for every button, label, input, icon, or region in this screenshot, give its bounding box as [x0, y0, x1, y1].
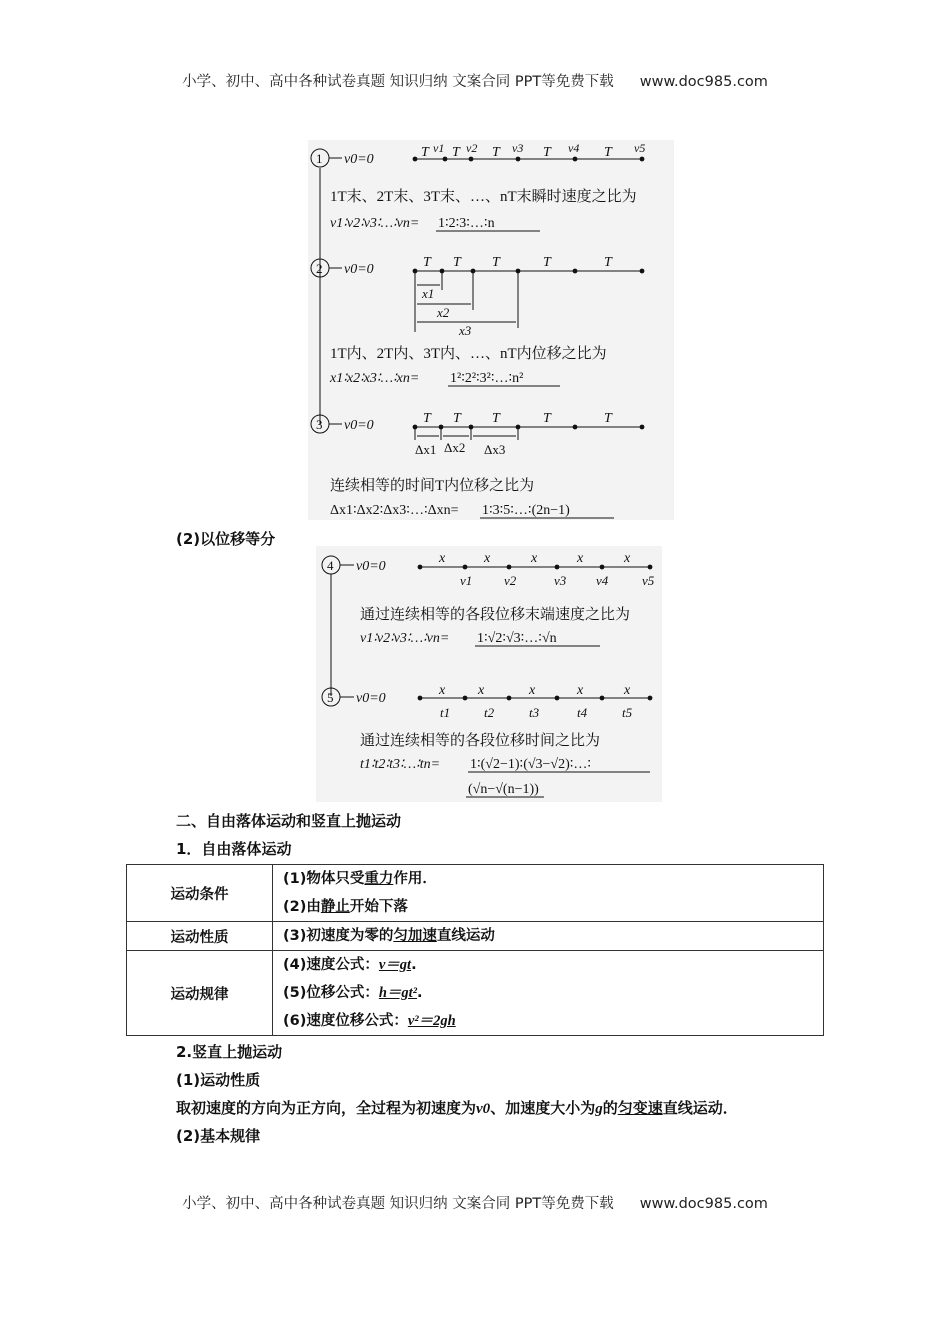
figure-displacement-division: [316, 546, 662, 802]
row1-dot: [443, 157, 448, 162]
row3-T: T: [492, 411, 500, 426]
cond1-answer: 重力: [364, 871, 394, 887]
circle-5-num: 5: [327, 690, 334, 705]
cond1-post: 作用．: [393, 871, 437, 887]
table-row: [127, 951, 824, 1036]
row4-dot: [418, 565, 423, 570]
s5-rhs2: (√n−√(n−1)): [468, 782, 539, 797]
s2-lhs: x1∶x2∶x3∶…∶xn=: [330, 371, 420, 386]
subheading-basic-law: (2)基本规律: [176, 1127, 261, 1145]
row1-dot: [573, 157, 578, 162]
row1-dot: [516, 157, 521, 162]
row4-v4: v4: [596, 573, 609, 588]
row5-t4: t4: [577, 705, 588, 720]
footer-text: 小学、初中、高中各种试卷真题 知识归纳 文案合同 PPT等免费下载: [182, 1196, 614, 1212]
para-answer: 匀变速: [617, 1099, 663, 1117]
law3-pre: (6)速度位移公式：: [283, 1013, 408, 1029]
row3-dot: [640, 425, 645, 430]
s3-lhs: Δx1∶Δx2∶Δx3∶…∶Δxn=: [330, 503, 459, 518]
row4-v3: v3: [554, 573, 567, 588]
subheading-free-fall: 1．自由落体运动: [176, 840, 292, 858]
row5-start: v0=0: [356, 691, 386, 706]
s4-title: 通过连续相等的各段位移末端速度之比为: [360, 607, 631, 623]
para-post: 直线运动．: [662, 1099, 738, 1117]
row1-T: T: [452, 145, 460, 160]
s4-rhs: 1∶√2∶√3∶…∶√n: [477, 631, 557, 646]
law1-answer: v＝gt: [378, 957, 412, 973]
row2-dot: [573, 269, 578, 274]
row1-T: T: [543, 145, 551, 160]
figure-displacement-division-svg: [316, 546, 662, 802]
law1-pre: (4)速度公式：: [283, 957, 379, 973]
label-dx3: Δx3: [484, 442, 506, 457]
page-header: [0, 70, 950, 91]
row3-T: T: [423, 411, 431, 426]
header-text: 小学、初中、高中各种试卷真题 知识归纳 文案合同 PPT等免费下载: [182, 74, 614, 90]
cond-line-1: [283, 865, 823, 893]
row1-T: T: [421, 145, 429, 160]
row1-start: v0=0: [344, 152, 374, 167]
row4-dot: [648, 565, 653, 570]
label-x1: x1: [422, 286, 435, 301]
row5-t2: t2: [484, 705, 495, 720]
s3-rhs: 1∶3∶5∶…∶(2n−1): [482, 503, 570, 518]
row1-v4: v4: [568, 141, 580, 155]
law1-post: .: [411, 957, 417, 973]
row3-T: T: [604, 411, 612, 426]
footer-url: www.doc985.com: [639, 1196, 768, 1212]
cond2-post: 开始下落: [349, 899, 408, 915]
row4-x: x: [624, 551, 631, 566]
law-cell: [273, 951, 824, 1036]
s5-title: 通过连续相等的各段位移时间之比为: [360, 733, 601, 749]
row2-T: T: [453, 255, 461, 270]
circle-4-num: 4: [327, 558, 334, 573]
label-dx2: Δx2: [444, 440, 466, 455]
nature-line: [283, 922, 823, 950]
row5-x: x: [577, 683, 584, 698]
row5-dot: [555, 696, 560, 701]
row2-T: T: [492, 255, 500, 270]
heading-2: 二、自由落体运动和竖直上抛运动: [176, 812, 402, 830]
row2-T: T: [423, 255, 431, 270]
law2-post: .: [417, 985, 423, 1001]
label-dx1: Δx1: [415, 442, 437, 457]
row1-v3: v3: [512, 141, 524, 155]
law-line-3: [283, 1007, 823, 1035]
nature-answer: 匀加速: [393, 928, 437, 944]
row4-dot: [600, 565, 605, 570]
nature-cell: [273, 922, 824, 951]
s2-rhs: 1²∶2²∶3²∶…∶n²: [450, 371, 524, 386]
table-row: [127, 865, 824, 922]
para-mid2: 的: [602, 1099, 618, 1117]
para-mid: 、加速度大小为: [490, 1099, 596, 1117]
figure-time-division: [308, 140, 674, 520]
law-line-1: [283, 951, 823, 979]
row4-dot: [555, 565, 560, 570]
nature-pre: (3)初速度为零的: [283, 928, 394, 944]
row5-x: x: [439, 683, 446, 698]
row1-v2: v2: [466, 141, 478, 155]
row1-T: T: [604, 145, 612, 160]
row4-v1: v1: [460, 573, 473, 588]
row4-v5: v5: [642, 573, 655, 588]
s1-lhs: v1∶v2∶v3∶…∶vn=: [330, 216, 420, 231]
law2-answer: h＝gt²: [378, 985, 418, 1001]
law-label: 运动规律: [127, 951, 273, 1036]
cond-cell: [273, 865, 824, 922]
row5-t3: t3: [529, 705, 540, 720]
row4-v2: v2: [504, 573, 517, 588]
row5-dot: [418, 696, 423, 701]
cond1-pre: (1)物体只受: [283, 871, 365, 887]
cond2-pre: (2)由: [283, 899, 321, 915]
s2-title: 1T内、2T内、3T内、…、nT内位移之比为: [330, 346, 607, 362]
free-fall-table: [126, 864, 824, 1036]
row3-T: T: [543, 411, 551, 426]
row4-x: x: [439, 551, 446, 566]
row2-start: v0=0: [344, 262, 374, 277]
row5-dot: [463, 696, 468, 701]
row3-dot: [573, 425, 578, 430]
subheading-vertical-throw: 2.竖直上抛运动: [176, 1043, 283, 1061]
row5-dot: [600, 696, 605, 701]
row4-x: x: [577, 551, 584, 566]
s5-rhs1: 1∶(√2−1)∶(√3−√2)∶…∶: [470, 757, 592, 772]
cond-label: 运动条件: [127, 865, 273, 922]
row1-dot: [413, 157, 418, 162]
row4-start: v0=0: [356, 559, 386, 574]
row4-dot: [507, 565, 512, 570]
para-g: g: [595, 1101, 603, 1117]
row5-x: x: [478, 683, 485, 698]
row4-x: x: [484, 551, 491, 566]
figure-time-division-svg: [308, 140, 674, 520]
header-url: www.doc985.com: [639, 74, 768, 90]
row3-start: v0=0: [344, 418, 374, 433]
row3-T: T: [453, 411, 461, 426]
section2-label: (2)以位移等分: [176, 530, 276, 548]
subheading-nature: (1)运动性质: [176, 1071, 261, 1089]
nature-label: 运动性质: [127, 922, 273, 951]
circle-3-num: 3: [316, 417, 323, 432]
s5-lhs: t1∶t2∶t3∶…∶tn=: [360, 757, 441, 772]
nature-post: 直线运动: [436, 928, 495, 944]
row1-T: T: [492, 145, 500, 160]
row5-t1: t1: [440, 705, 451, 720]
row1-dot: [640, 157, 645, 162]
row2-T: T: [543, 255, 551, 270]
row5-dot: [507, 696, 512, 701]
row2-dot: [640, 269, 645, 274]
circle-2-num: 2: [316, 261, 323, 276]
cond2-answer: 静止: [320, 899, 350, 915]
row5-x: x: [624, 683, 631, 698]
row5-dot: [648, 696, 653, 701]
law-line-2: [283, 979, 823, 1007]
row4-dot: [463, 565, 468, 570]
page-footer: [0, 1192, 950, 1213]
s3-title: 连续相等的时间T内位移之比为: [330, 478, 535, 494]
row1-dot: [469, 157, 474, 162]
label-x3: x3: [459, 323, 472, 338]
row1-v5: v5: [634, 141, 646, 155]
law2-pre: (5)位移公式：: [283, 985, 379, 1001]
row5-x: x: [529, 683, 536, 698]
cond-line-2: [283, 893, 823, 921]
label-x2: x2: [437, 305, 450, 320]
s4-lhs: v1∶v2∶v3∶…∶vn=: [360, 631, 450, 646]
row2-T: T: [604, 255, 612, 270]
row5-t5: t5: [622, 705, 633, 720]
paragraph-nature: [176, 1097, 738, 1118]
s1-rhs: 1∶2∶3∶…∶n: [438, 216, 495, 231]
table-row: [127, 922, 824, 951]
row1-v1: v1: [433, 141, 445, 155]
law3-answer: v²＝2gh: [407, 1013, 456, 1029]
para-v0: v0: [476, 1101, 491, 1117]
para-pre: 取初速度的方向为正方向，全过程为初速度为: [176, 1099, 477, 1117]
circle-1-num: 1: [316, 151, 323, 166]
row4-x: x: [531, 551, 538, 566]
s1-title: 1T末、2T末、3T末、…、nT末瞬时速度之比为: [330, 189, 637, 205]
